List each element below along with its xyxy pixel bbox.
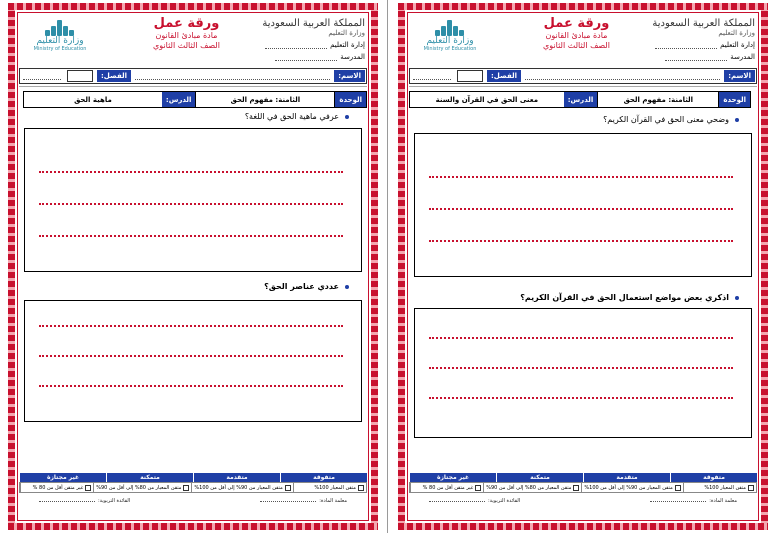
unit-label: الوحدة [335, 92, 366, 107]
school-label: المدرسة [730, 53, 755, 61]
lesson-name: معنى الحق في القرآن والسنة [410, 92, 564, 107]
class-field[interactable] [457, 70, 483, 82]
class-label: الفصل: [487, 70, 521, 82]
lesson-label: الدرس: [564, 92, 598, 107]
answer-line [39, 235, 343, 237]
class-field[interactable] [67, 70, 93, 82]
rubric-table [409, 473, 757, 513]
rubric-table [19, 473, 367, 513]
rubric-level: متفوقة [280, 473, 367, 482]
worksheet-title: ورقة عمل [543, 16, 610, 31]
kingdom-block [262, 18, 365, 61]
rubric-criterion[interactable]: غير متقن أقل من 80 % [20, 483, 93, 492]
header [409, 14, 757, 68]
kingdom-sub-text: وزارة التعليم [718, 29, 755, 37]
rubric-criterion[interactable]: متقن المعيار من 80% إلى أقل من 90% [483, 483, 581, 492]
ministry-name: وزارة التعليم [426, 36, 474, 46]
edu-admin-label: إدارة التعليم [330, 41, 365, 49]
rubric-criteria [409, 482, 757, 493]
answer-line [429, 208, 733, 210]
edu-admin-row [655, 41, 755, 49]
class-label: الفصل: [97, 70, 131, 82]
answer-line [39, 355, 343, 357]
unit-title: الثامنة: مفهوم الحق [195, 92, 335, 107]
ministry-bars-icon [43, 20, 77, 36]
ministry-name-en: Ministry of Education [33, 46, 87, 52]
title-block [129, 16, 244, 51]
question-1-text: عرفي ماهية الحق في اللغة؟ [244, 112, 339, 121]
bullet-icon [345, 285, 349, 289]
rubric-criterion[interactable]: متقن المعيار من 80% إلى أقل من 90% [93, 483, 191, 492]
school-row [265, 53, 365, 61]
rubric-level: غير مجتازة [19, 473, 106, 482]
rubric-level: متفوقة [670, 473, 757, 482]
header [19, 14, 367, 68]
unit-label: الوحدة [719, 92, 750, 107]
lesson-row [23, 91, 367, 108]
kingdom-sub-text: وزارة التعليم [328, 29, 365, 37]
worksheet-page-left [8, 3, 378, 530]
rubric-level: غير مجتازة [409, 473, 496, 482]
ministry-logo [25, 20, 95, 52]
signature-row [409, 493, 757, 504]
lesson-row [409, 91, 751, 108]
answer-box-2[interactable] [414, 308, 752, 438]
question-1 [245, 112, 349, 121]
subject-name: مادة مبادئ القانون [545, 31, 608, 40]
ministry-logo [415, 20, 485, 52]
student-info-row [19, 68, 367, 84]
grade-name: الصف الثالث الثانوي [153, 41, 220, 50]
separator [19, 86, 367, 87]
supervisor-signature: القائدة التربوية: [429, 498, 520, 504]
bullet-icon [735, 296, 739, 300]
supervisor-signature: القائدة التربوية: [39, 498, 130, 504]
rubric-criterion[interactable]: متقن المعيار 100% [293, 483, 366, 492]
answer-line [429, 337, 733, 339]
answer-box-1[interactable] [24, 128, 362, 272]
ministry-bars-icon [433, 20, 467, 36]
rubric-criterion[interactable]: متقن المعيار من 90% إلى أقل من 100% [581, 483, 682, 492]
question-2-text: عددي عناصر الحق؟ [264, 282, 339, 291]
separator [409, 86, 757, 87]
bullet-icon [735, 118, 739, 122]
answer-line [429, 397, 733, 399]
rubric-criterion[interactable]: متقن المعيار من 90% إلى أقل من 100% [191, 483, 292, 492]
teacher-signature: معلمة المادة: [650, 498, 737, 504]
title-block [519, 16, 634, 51]
rubric-level: متقدمة [193, 473, 280, 482]
question-2-text: اذكري بعض مواضع استعمال الحق في القرآن الكريم؟ [520, 293, 729, 302]
rubric-level: متقدمة [583, 473, 670, 482]
teacher-signature: معلمة المادة: [260, 498, 347, 504]
rubric-level: متمكنة [106, 473, 193, 482]
worksheet-title: ورقة عمل [153, 16, 220, 31]
kingdom-block [652, 18, 755, 61]
grade-name: الصف الثالث الثانوي [543, 41, 610, 50]
answer-line [39, 203, 343, 205]
rubric-header [409, 473, 757, 482]
rubric-header [19, 473, 367, 482]
signature-row [19, 493, 367, 504]
lesson-name: ماهية الحق [24, 92, 162, 107]
school-row [655, 53, 755, 61]
worksheet-page-right [398, 3, 768, 530]
edu-admin-row [265, 41, 365, 49]
name-field[interactable] [525, 72, 720, 80]
answer-line [429, 240, 733, 242]
question-1-text: وضحي معنى الحق في القرآن الكريم؟ [603, 115, 729, 124]
question-1 [603, 115, 739, 124]
page-divider [387, 0, 388, 533]
edu-admin-label: إدارة التعليم [720, 41, 755, 49]
answer-box-1[interactable] [414, 133, 752, 277]
rubric-level: متمكنة [496, 473, 583, 482]
name-label: الاسم: [724, 70, 755, 82]
unit-title: الثامنة: مفهوم الحق [597, 92, 719, 107]
answer-line [429, 176, 733, 178]
answer-line [39, 385, 343, 387]
kingdom-logo-text: المملكة العربية السعودية [262, 18, 365, 29]
name-label: الاسم: [334, 70, 365, 82]
kingdom-logo-text: المملكة العربية السعودية [652, 18, 755, 29]
answer-line [429, 367, 733, 369]
answer-box-2[interactable] [24, 300, 362, 422]
ministry-name: وزارة التعليم [36, 36, 84, 46]
name-field[interactable] [135, 72, 330, 80]
subject-name: مادة مبادئ القانون [155, 31, 218, 40]
student-info-row [409, 68, 757, 84]
question-2 [520, 293, 739, 302]
bullet-icon [345, 115, 349, 119]
lesson-label: الدرس: [162, 92, 196, 107]
answer-line [39, 171, 343, 173]
rubric-criterion[interactable]: غير متقن أقل من 80 % [410, 483, 483, 492]
rubric-criteria [19, 482, 367, 493]
ministry-name-en: Ministry of Education [423, 46, 477, 52]
rubric-criterion[interactable]: متقن المعيار 100% [683, 483, 756, 492]
question-2 [264, 282, 349, 291]
school-label: المدرسة [340, 53, 365, 61]
answer-line [39, 325, 343, 327]
